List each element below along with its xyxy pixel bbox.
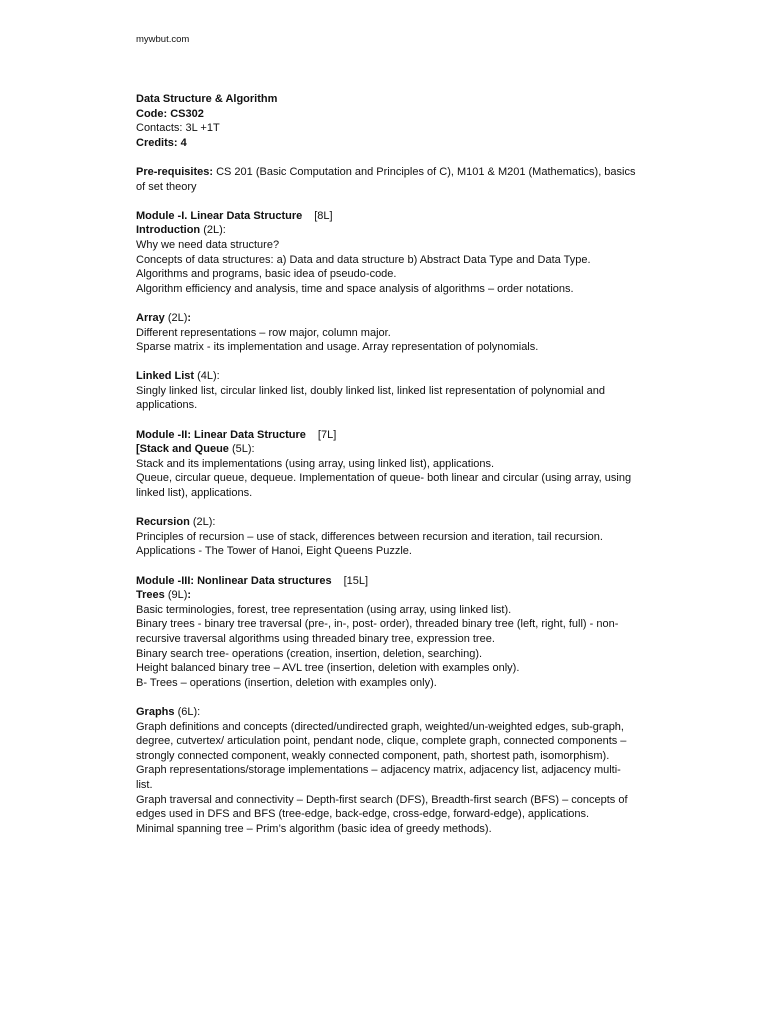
module-2-title: Module -II: Linear Data Structure [136,428,306,441]
recursion-hours: (2L): [192,516,216,529]
module-2-heading [136,428,636,443]
trees-line: Basic terminologies, forest, tree representation (using array, using linked list). [136,603,512,616]
course-title: Data Structure & Algorithm [136,93,278,105]
graphs-line: Graph definitions and concepts (directed/undirected graph, weighted/un-weighted edges, sub-graph, degree, cutvertex/ articulation point, pendant node, clique, complete graph, connected components – strongly connected component, weakly connected component, path, shortest path, isomorphism). [136,720,627,762]
trees-line: Binary search tree- operations (creation, insertion, deletion, searching). [136,647,483,660]
intro-line: Concepts of data structures: a) Data and data structure b) Abstract Data Type and Data Type. [136,253,591,266]
prerequisites-text: CS 201 (Basic Computation and Principles of C), M101 & M201 (Mathematics), basics of set theory [136,165,636,193]
linked-list-section [136,369,636,413]
module-3-hours: [15L] [343,574,369,587]
recursion-heading [136,515,636,530]
graphs-line: Graph traversal and connectivity – Depth-first search (DFS), Breadth-first search (BFS) – concepts of edges used in DFS and BFS (tree-edge, back-edge, cross-edge, forward-edge), applications. [136,793,628,821]
course-credits: Credits: 4 [136,136,187,149]
module-2-stack-queue [136,428,636,501]
module-1-title: Module -I. Linear Data Structure [136,209,303,222]
intro-line: Algorithms and programs, basic idea of pseudo-code. [136,268,397,281]
array-hours: (2L) [167,311,188,324]
intro-hours: (2L): [203,224,226,237]
trees-line: Height balanced binary tree – AVL tree (insertion, deletion with examples only). [136,662,520,675]
site-header: mywbut.com [136,34,190,45]
module-1-hours: [8L] [314,209,333,222]
stack-queue-label: [Stack and Queue [136,443,229,456]
intro-heading [136,223,636,238]
recursion-section [136,515,636,559]
intro-label: Introduction [136,224,201,237]
recursion-line: Principles of recursion – use of stack, differences between recursion and iteration, tail recursion. [136,530,603,543]
trees-line: B- Trees – operations (insertion, deletion with examples only). [136,676,437,689]
course-contacts: Contacts: 3L +1T [136,122,220,135]
module-3-heading [136,574,636,589]
array-colon: : [187,311,192,324]
graphs-line: Graph representations/storage implementations – adjacency matrix, adjacency list, adjacency multi-list. [136,764,621,791]
module-3-title: Module -III: Nonlinear Data structures [136,574,332,587]
graphs-label: Graphs [136,705,175,718]
syllabus-page [136,34,636,851]
trees-hours: (9L) [167,589,188,602]
graphs-section [136,705,636,836]
prerequisites-label: Pre-requisites: [136,165,214,178]
stack-queue-heading [136,442,636,457]
array-line: Sparse matrix - its implementation and usage. Array representation of polynomials. [136,341,539,354]
graphs-line: Minimal spanning tree – Prim’s algorithm (basic idea of greedy methods). [136,822,492,835]
linked-list-label: Linked List [136,370,195,383]
trees-heading [136,588,636,603]
graphs-hours: (6L): [177,705,201,718]
linked-list-heading [136,369,636,384]
prerequisites [136,165,636,194]
module-3-trees [136,574,636,691]
array-section [136,311,636,355]
stack-queue-line: Stack and its implementations (using array, using linked list), applications. [136,457,495,470]
course-info [136,92,636,150]
module-1-heading [136,209,636,224]
module-1-introduction [136,209,636,297]
recursion-line: Applications - The Tower of Hanoi, Eight Queens Puzzle. [136,545,412,558]
array-line: Different representations – row major, column major. [136,326,391,339]
module-2-hours: [7L] [317,428,337,441]
intro-line: Why we need data structure? [136,238,280,251]
linked-list-hours: (4L): [197,370,220,383]
linked-list-line: Singly linked list, circular linked list, doubly linked list, linked list representation of polynomial and applications. [136,384,605,412]
stack-queue-line: Queue, circular queue, dequeue. Implementation of queue- both linear and circular (using array, using linked list), applications. [136,472,632,500]
array-label: Array [136,311,165,324]
course-code: Code: CS302 [136,107,204,120]
array-heading [136,311,636,326]
trees-colon: : [187,589,192,602]
stack-queue-hours: (5L): [231,443,255,456]
trees-label: Trees [136,589,165,602]
trees-line: Binary trees - binary tree traversal (pre-, in-, post- order), threaded binary tree (left, right, full) - non-recursive traversal algorithms using threaded binary tree, expression tree. [136,618,619,645]
graphs-heading [136,705,636,720]
recursion-label: Recursion [136,516,190,529]
intro-line: Algorithm efficiency and analysis, time and space analysis of algorithms – order notations. [136,282,574,295]
